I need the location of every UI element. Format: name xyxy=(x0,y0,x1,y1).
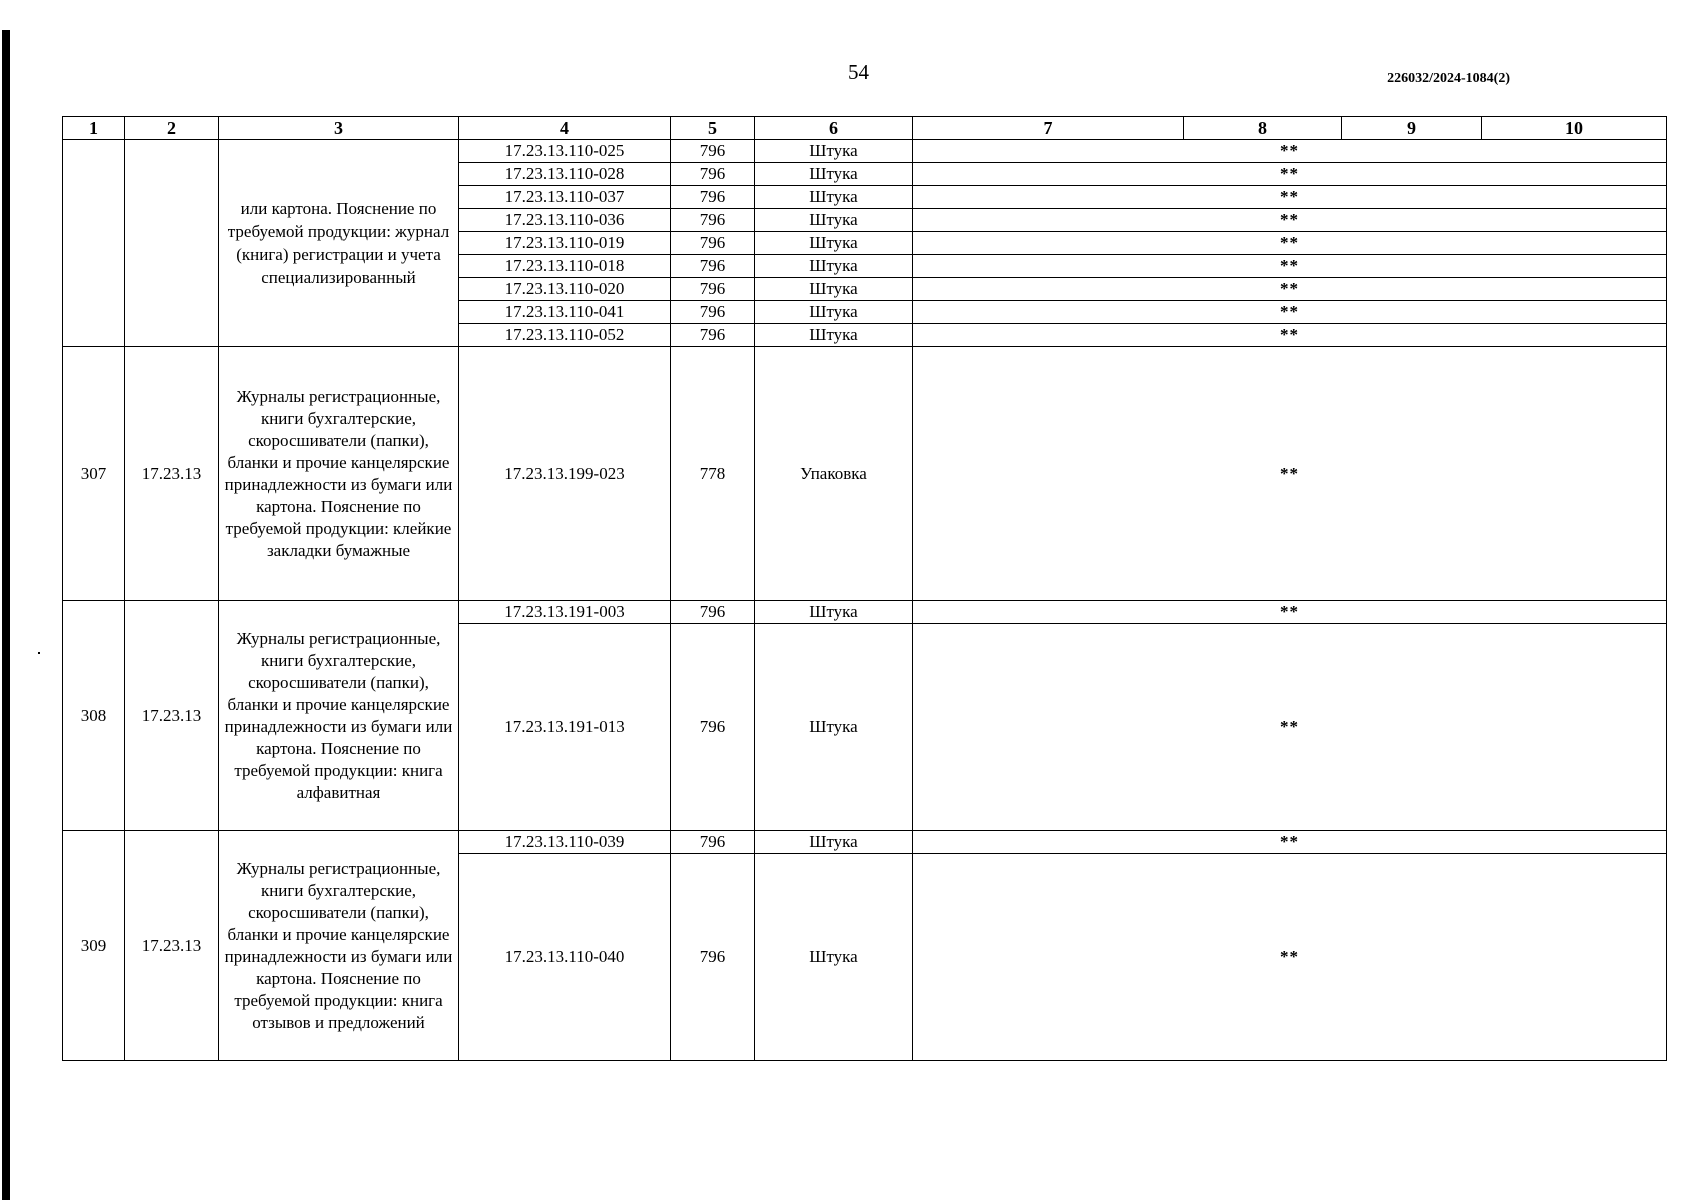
okpd-code: 17.23.13 xyxy=(125,831,219,1061)
marker-double-asterisk: ** xyxy=(913,347,1667,601)
table-row xyxy=(63,831,1667,854)
product-description: Журналы регистрационные, книги бухгалтерские, скоросшиватели (папки), бланки и прочие канцелярские принадлежности из бумаги или картона. Пояснение по требуемой продукции: книга отзывов и предложений xyxy=(219,831,459,1061)
okei-code: 796 xyxy=(671,140,755,163)
page-number: 54 xyxy=(848,60,869,84)
ktru-code: 17.23.13.110-036 xyxy=(459,209,671,232)
marker-double-asterisk: ** xyxy=(913,601,1667,624)
unit-name: Штука xyxy=(755,255,913,278)
okei-code: 796 xyxy=(671,209,755,232)
ktru-code: 17.23.13.110-020 xyxy=(459,278,671,301)
ktru-code: 17.23.13.110-018 xyxy=(459,255,671,278)
okei-code: 796 xyxy=(671,831,755,854)
unit-name: Штука xyxy=(755,854,913,1061)
entry-number: 307 xyxy=(63,347,125,601)
unit-name: Штука xyxy=(755,831,913,854)
marker-double-asterisk: ** xyxy=(913,324,1667,347)
unit-name: Штука xyxy=(755,278,913,301)
marker-double-asterisk: ** xyxy=(913,255,1667,278)
marker-double-asterisk: ** xyxy=(913,209,1667,232)
ktru-code: 17.23.13.110-025 xyxy=(459,140,671,163)
ktru-code: 17.23.13.191-013 xyxy=(459,624,671,831)
unit-name: Штука xyxy=(755,163,913,186)
procurement-table xyxy=(62,116,1667,1061)
marker-double-asterisk: ** xyxy=(913,232,1667,255)
ktru-code: 17.23.13.110-037 xyxy=(459,186,671,209)
marker-double-asterisk: ** xyxy=(913,831,1667,854)
column-number: 9 xyxy=(1342,117,1482,140)
column-number: 4 xyxy=(459,117,671,140)
okpd-code: 17.23.13 xyxy=(125,347,219,601)
marker-double-asterisk: ** xyxy=(913,624,1667,831)
ktru-code: 17.23.13.110-052 xyxy=(459,324,671,347)
table-row xyxy=(63,601,1667,624)
document-number: 226032/2024-1084(2) xyxy=(1387,71,1510,86)
okei-code: 796 xyxy=(671,255,755,278)
okei-code: 778 xyxy=(671,347,755,601)
okei-code: 796 xyxy=(671,163,755,186)
entry-number: 308 xyxy=(63,601,125,831)
product-description: Журналы регистрационные, книги бухгалтерские, скоросшиватели (папки), бланки и прочие канцелярские принадлежности из бумаги или картона. Пояснение по требуемой продукции: книга алфавитная xyxy=(219,601,459,831)
marker-double-asterisk: ** xyxy=(913,186,1667,209)
table-row xyxy=(63,347,1667,601)
unit-name: Штука xyxy=(755,209,913,232)
entry-number: 309 xyxy=(63,831,125,1061)
okpd-code: 17.23.13 xyxy=(125,601,219,831)
ktru-code: 17.23.13.110-028 xyxy=(459,163,671,186)
scan-binding-edge xyxy=(2,30,10,1200)
entry-number-cell xyxy=(63,140,125,347)
unit-name: Штука xyxy=(755,601,913,624)
product-description: Журналы регистрационные, книги бухгалтерские, скоросшиватели (папки), бланки и прочие канцелярские принадлежности из бумаги или картона. Пояснение по требуемой продукции: клейкие закладки бумажные xyxy=(219,347,459,601)
unit-name: Штука xyxy=(755,301,913,324)
okei-code: 796 xyxy=(671,301,755,324)
column-number: 3 xyxy=(219,117,459,140)
okei-code: 796 xyxy=(671,186,755,209)
unit-name: Штука xyxy=(755,140,913,163)
ktru-code: 17.23.13.110-039 xyxy=(459,831,671,854)
marker-double-asterisk: ** xyxy=(913,163,1667,186)
unit-name: Штука xyxy=(755,232,913,255)
product-description: или картона. Пояснение по требуемой продукции: журнал (книга) регистрации и учета специализированный xyxy=(219,140,459,347)
okpd-code-cell xyxy=(125,140,219,347)
ktru-code: 17.23.13.199-023 xyxy=(459,347,671,601)
unit-name: Штука xyxy=(755,186,913,209)
column-number: 6 xyxy=(755,117,913,140)
marker-double-asterisk: ** xyxy=(913,278,1667,301)
column-number: 1 xyxy=(63,117,125,140)
unit-name: Штука xyxy=(755,324,913,347)
ktru-code: 17.23.13.110-040 xyxy=(459,854,671,1061)
okei-code: 796 xyxy=(671,324,755,347)
ktru-code: 17.23.13.191-003 xyxy=(459,601,671,624)
marker-double-asterisk: ** xyxy=(913,140,1667,163)
okei-code: 796 xyxy=(671,601,755,624)
ktru-code: 17.23.13.110-019 xyxy=(459,232,671,255)
unit-name: Упаковка xyxy=(755,347,913,601)
table-row xyxy=(63,140,1667,163)
ktru-code: 17.23.13.110-041 xyxy=(459,301,671,324)
column-number: 8 xyxy=(1184,117,1342,140)
unit-name: Штука xyxy=(755,624,913,831)
column-number: 5 xyxy=(671,117,755,140)
scan-speck xyxy=(38,652,40,654)
column-number-row xyxy=(63,117,1667,140)
okei-code: 796 xyxy=(671,854,755,1061)
marker-double-asterisk: ** xyxy=(913,301,1667,324)
marker-double-asterisk: ** xyxy=(913,854,1667,1061)
okei-code: 796 xyxy=(671,232,755,255)
okei-code: 796 xyxy=(671,278,755,301)
column-number: 7 xyxy=(913,117,1184,140)
column-number: 10 xyxy=(1482,117,1667,140)
column-number: 2 xyxy=(125,117,219,140)
okei-code: 796 xyxy=(671,624,755,831)
